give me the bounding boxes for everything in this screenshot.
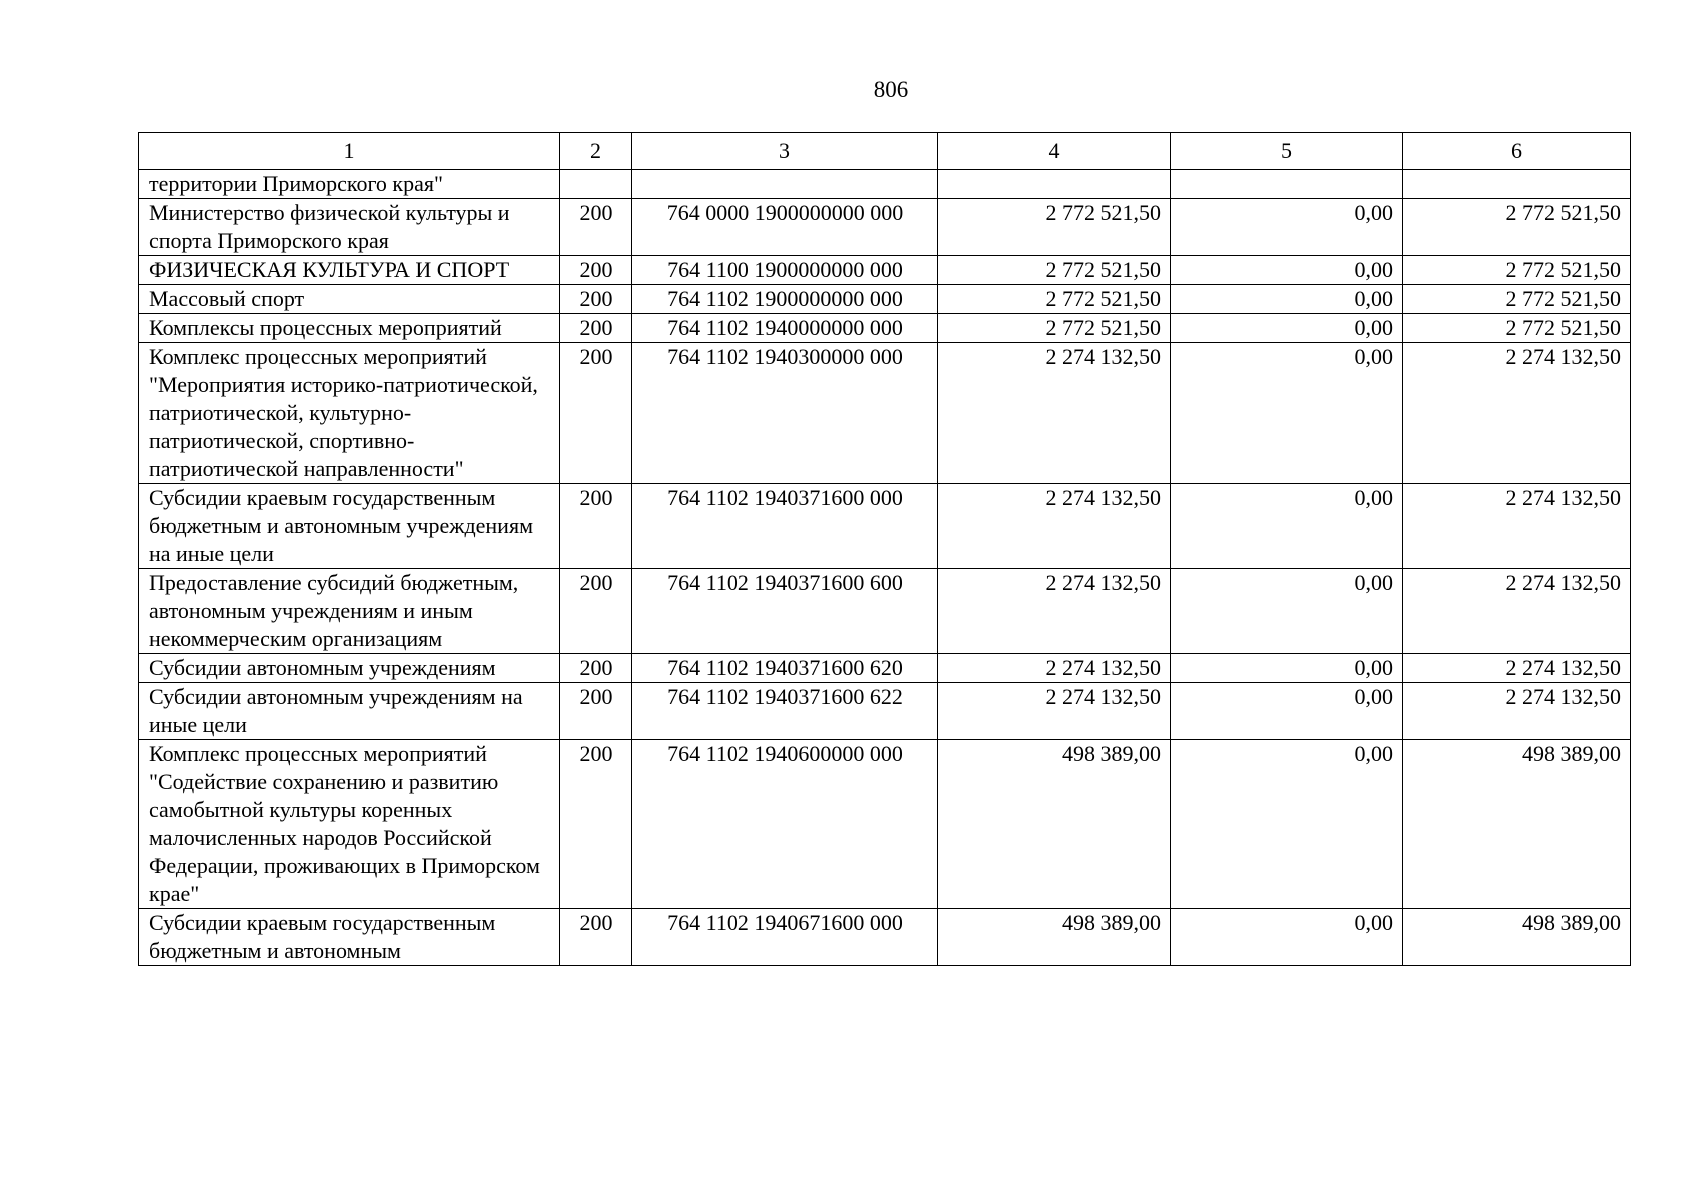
- row-value6-cell: 2 274 132,50: [1403, 343, 1631, 484]
- table-row: [139, 343, 1631, 484]
- row-value5-cell: 0,00: [1171, 683, 1403, 740]
- row-code-cell: 200: [560, 683, 632, 740]
- row-value6-cell: 2 274 132,50: [1403, 654, 1631, 683]
- row-value4-cell: 498 389,00: [938, 909, 1171, 966]
- row-name-cell: Предоставление субсидий бюджетным, автономным учреждениям и иным некоммерческим организациям: [139, 569, 560, 654]
- row-code-cell: 200: [560, 484, 632, 569]
- row-value4-cell: 498 389,00: [938, 740, 1171, 909]
- row-value5-cell: 0,00: [1171, 654, 1403, 683]
- row-code-cell: 200: [560, 199, 632, 256]
- row-value4-cell: 2 772 521,50: [938, 314, 1171, 343]
- row-value6-cell: 2 772 521,50: [1403, 199, 1631, 256]
- table-row: [139, 683, 1631, 740]
- row-value5-cell: 0,00: [1171, 199, 1403, 256]
- row-value5-cell: 0,00: [1171, 909, 1403, 966]
- row-value4-cell: 2 772 521,50: [938, 256, 1171, 285]
- row-name-cell: территории Приморского края": [139, 170, 560, 199]
- row-value5-cell: 0,00: [1171, 285, 1403, 314]
- row-code-cell: [560, 170, 632, 199]
- row-value4-cell: 2 772 521,50: [938, 199, 1171, 256]
- row-name-cell: Комплекс процессных мероприятий "Мероприятия историко-патриотической, патриотической, культурно-патриотической, спортивно-патриотической направленности": [139, 343, 560, 484]
- page-number: 806: [873, 77, 909, 102]
- row-value5-cell: 0,00: [1171, 314, 1403, 343]
- row-name-cell: Субсидии автономным учреждениям на иные цели: [139, 683, 560, 740]
- row-value6-cell: 2 274 132,50: [1403, 484, 1631, 569]
- row-value4-cell: 2 274 132,50: [938, 654, 1171, 683]
- column-header: 1: [139, 133, 560, 170]
- row-kbk-cell: 764 1102 1940371600 600: [632, 569, 938, 654]
- row-code-cell: 200: [560, 740, 632, 909]
- table-row: [139, 740, 1631, 909]
- row-name-cell: ФИЗИЧЕСКАЯ КУЛЬТУРА И СПОРТ: [139, 256, 560, 285]
- row-code-cell: 200: [560, 285, 632, 314]
- table-row: [139, 199, 1631, 256]
- row-kbk-cell: 764 1100 1900000000 000: [632, 256, 938, 285]
- row-value6-cell: 2 772 521,50: [1403, 285, 1631, 314]
- table-row: [139, 256, 1631, 285]
- row-value6-cell: 2 274 132,50: [1403, 569, 1631, 654]
- table-row: [139, 654, 1631, 683]
- column-header: 5: [1171, 133, 1403, 170]
- row-kbk-cell: 764 1102 1940371600 620: [632, 654, 938, 683]
- column-header: 2: [560, 133, 632, 170]
- row-kbk-cell: 764 1102 1940671600 000: [632, 909, 938, 966]
- row-kbk-cell: 764 1102 1940300000 000: [632, 343, 938, 484]
- row-value4-cell: [938, 170, 1171, 199]
- table-row: [139, 569, 1631, 654]
- row-value4-cell: 2 772 521,50: [938, 285, 1171, 314]
- row-value5-cell: 0,00: [1171, 256, 1403, 285]
- row-value6-cell: 498 389,00: [1403, 909, 1631, 966]
- row-value6-cell: 2 274 132,50: [1403, 683, 1631, 740]
- row-value5-cell: 0,00: [1171, 343, 1403, 484]
- row-value4-cell: 2 274 132,50: [938, 683, 1171, 740]
- table-row: [139, 285, 1631, 314]
- row-value5-cell: 0,00: [1171, 569, 1403, 654]
- row-name-cell: Комплексы процессных мероприятий: [139, 314, 560, 343]
- row-name-cell: Субсидии автономным учреждениям: [139, 654, 560, 683]
- column-header: 3: [632, 133, 938, 170]
- table-header-row: [139, 133, 1631, 170]
- row-kbk-cell: 764 1102 1940371600 622: [632, 683, 938, 740]
- table-row: [139, 170, 1631, 199]
- row-code-cell: 200: [560, 654, 632, 683]
- row-value5-cell: 0,00: [1171, 484, 1403, 569]
- row-name-cell: Министерство физической культуры и спорта Приморского края: [139, 199, 560, 256]
- table-row: [139, 484, 1631, 569]
- row-code-cell: 200: [560, 569, 632, 654]
- row-value6-cell: 2 772 521,50: [1403, 314, 1631, 343]
- column-header: 4: [938, 133, 1171, 170]
- table-row: [139, 909, 1631, 966]
- row-value4-cell: 2 274 132,50: [938, 343, 1171, 484]
- row-kbk-cell: 764 1102 1940600000 000: [632, 740, 938, 909]
- row-value6-cell: 498 389,00: [1403, 740, 1631, 909]
- row-value4-cell: 2 274 132,50: [938, 569, 1171, 654]
- row-value5-cell: 0,00: [1171, 740, 1403, 909]
- row-value4-cell: 2 274 132,50: [938, 484, 1171, 569]
- row-value5-cell: [1171, 170, 1403, 199]
- row-name-cell: Массовый спорт: [139, 285, 560, 314]
- row-kbk-cell: [632, 170, 938, 199]
- row-kbk-cell: 764 1102 1940000000 000: [632, 314, 938, 343]
- row-code-cell: 200: [560, 256, 632, 285]
- row-kbk-cell: 764 1102 1940371600 000: [632, 484, 938, 569]
- row-name-cell: Комплекс процессных мероприятий "Содействие сохранению и развитию самобытной культуры коренных малочисленных народов Российской Федерации, проживающих в Приморском крае": [139, 740, 560, 909]
- row-value6-cell: 2 772 521,50: [1403, 256, 1631, 285]
- row-kbk-cell: 764 1102 1900000000 000: [632, 285, 938, 314]
- row-name-cell: Субсидии краевым государственным бюджетным и автономным: [139, 909, 560, 966]
- table-body: [139, 170, 1631, 966]
- row-kbk-cell: 764 0000 1900000000 000: [632, 199, 938, 256]
- row-code-cell: 200: [560, 909, 632, 966]
- table-row: [139, 314, 1631, 343]
- budget-table: [138, 132, 1631, 966]
- row-code-cell: 200: [560, 343, 632, 484]
- column-header: 6: [1403, 133, 1631, 170]
- row-name-cell: Субсидии краевым государственным бюджетным и автономным учреждениям на иные цели: [139, 484, 560, 569]
- row-code-cell: 200: [560, 314, 632, 343]
- row-value6-cell: [1403, 170, 1631, 199]
